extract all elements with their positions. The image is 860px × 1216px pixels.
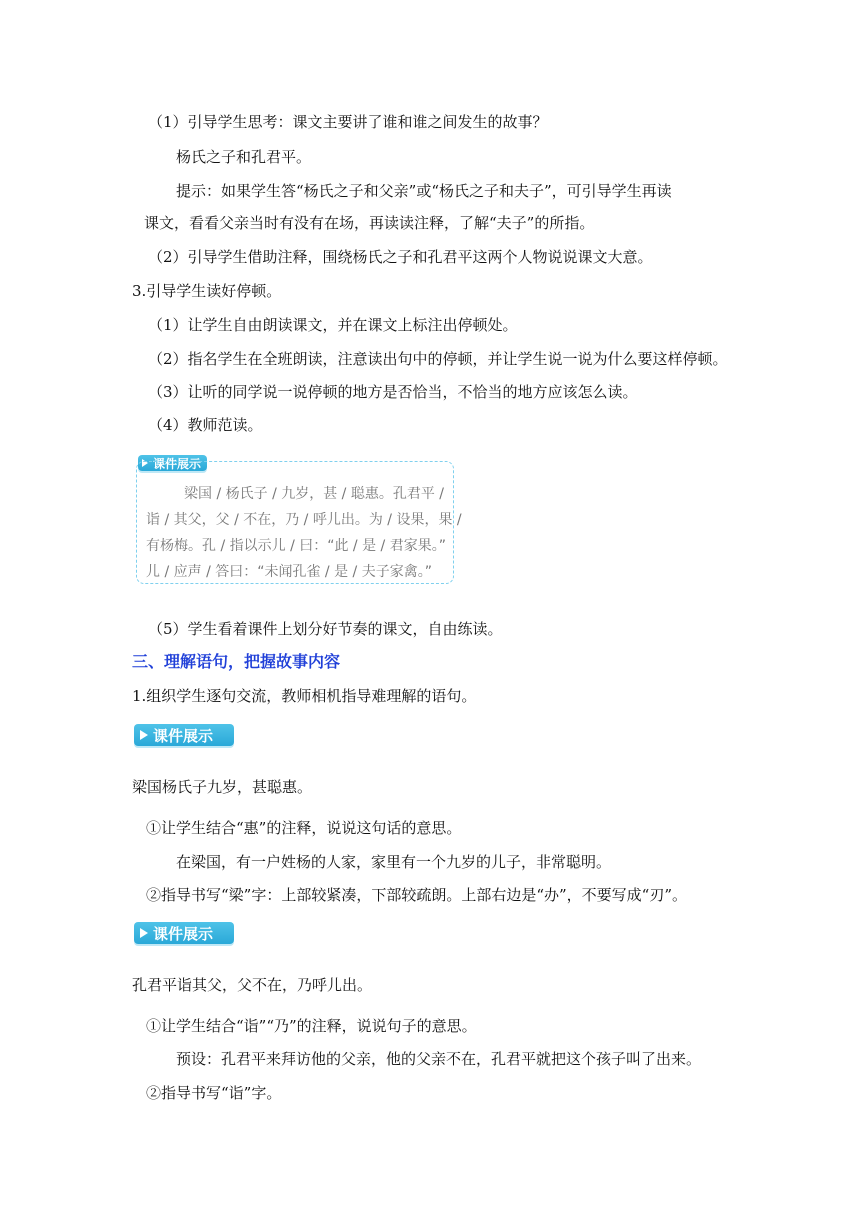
box-line-1: 梁国 / 杨氏子 / 九岁，甚 / 聪惠。孔君平 / (184, 486, 445, 502)
item-3: 3.引导学生读好停顿。 (132, 282, 282, 300)
section-heading: 三、理解语句，把握故事内容 (132, 652, 341, 671)
sentence-1: 梁国杨氏子九岁，甚聪惠。 (132, 778, 313, 796)
step-5: （5）学生看着课件上划分好节奏的课文，自由练读。 (148, 620, 503, 638)
box-line-2: 诣 / 其父，父 / 不在，乃 / 呼儿出。为 / 设果，果 / (146, 512, 462, 528)
sentence-2-task-b: ②指导书写“诣”字。 (146, 1084, 282, 1102)
play-triangle-icon (140, 730, 148, 740)
sentence-1-task-a: ①让学生结合“惠”的注释，说说这句话的意思。 (146, 819, 462, 837)
step-1: （1）让学生自由朗读课文，并在课文上标注出停顿处。 (148, 316, 518, 334)
tip-line-1: 提示：如果学生答“杨氏之子和父亲”或“杨氏之子和夫子”，可引导学生再读 (176, 182, 672, 200)
step-3: （3）让听的同学说一说停顿的地方是否恰当，不恰当的地方应该怎么读。 (148, 383, 638, 401)
question-2: （2）引导学生借助注释，围绕杨氏之子和孔君平这两个人物说说课文大意。 (148, 248, 653, 266)
courseware-tag-2 (134, 922, 234, 944)
sentence-2-preset: 预设：孔君平来拜访他的父亲，他的父亲不在，孔君平就把这个孩子叫了出来。 (176, 1050, 702, 1068)
step-2: （2）指名学生在全班朗读，注意读出句中的停顿，并让学生说一说为什么要这样停顿。 (148, 350, 728, 368)
tip-line-2: 课文，看看父亲当时有没有在场，再读读注释，了解“夫子”的所指。 (144, 214, 595, 232)
section3-item-1: 1.组织学生逐句交流，教师相机指导难理解的语句。 (132, 687, 477, 705)
answer-1: 杨氏之子和孔君平。 (176, 148, 312, 166)
sentence-1-meaning: 在梁国，有一户姓杨的人家，家里有一个九岁的儿子，非常聪明。 (176, 853, 612, 871)
question-1: （1）引导学生思考：课文主要讲了谁和谁之间发生的故事？ (148, 113, 548, 131)
courseware-tag-label: 课件展示 (153, 456, 202, 471)
courseware-tag-label: 课件展示 (153, 924, 214, 943)
sentence-2: 孔君平诣其父，父不在，乃呼儿出。 (132, 976, 373, 994)
sentence-1-task-b: ②指导书写“梁”字：上部较紧凑，下部较疏朗。上部右边是“办”，不要写成“刃”。 (146, 886, 688, 904)
play-triangle-icon (140, 928, 148, 938)
box-line-3: 有杨梅。孔 / 指以示儿 / 曰：“此 / 是 / 君家果。” (146, 538, 446, 554)
step-4: （4）教师范读。 (148, 416, 263, 434)
courseware-tag-label: 课件展示 (153, 726, 214, 745)
courseware-tag-1 (134, 724, 234, 746)
sentence-2-task-a: ①让学生结合“诣”“乃”的注释，说说句子的意思。 (146, 1017, 477, 1035)
box-line-4: 儿 / 应声 / 答曰：“未闻孔雀 / 是 / 夫子家禽。” (146, 564, 432, 580)
